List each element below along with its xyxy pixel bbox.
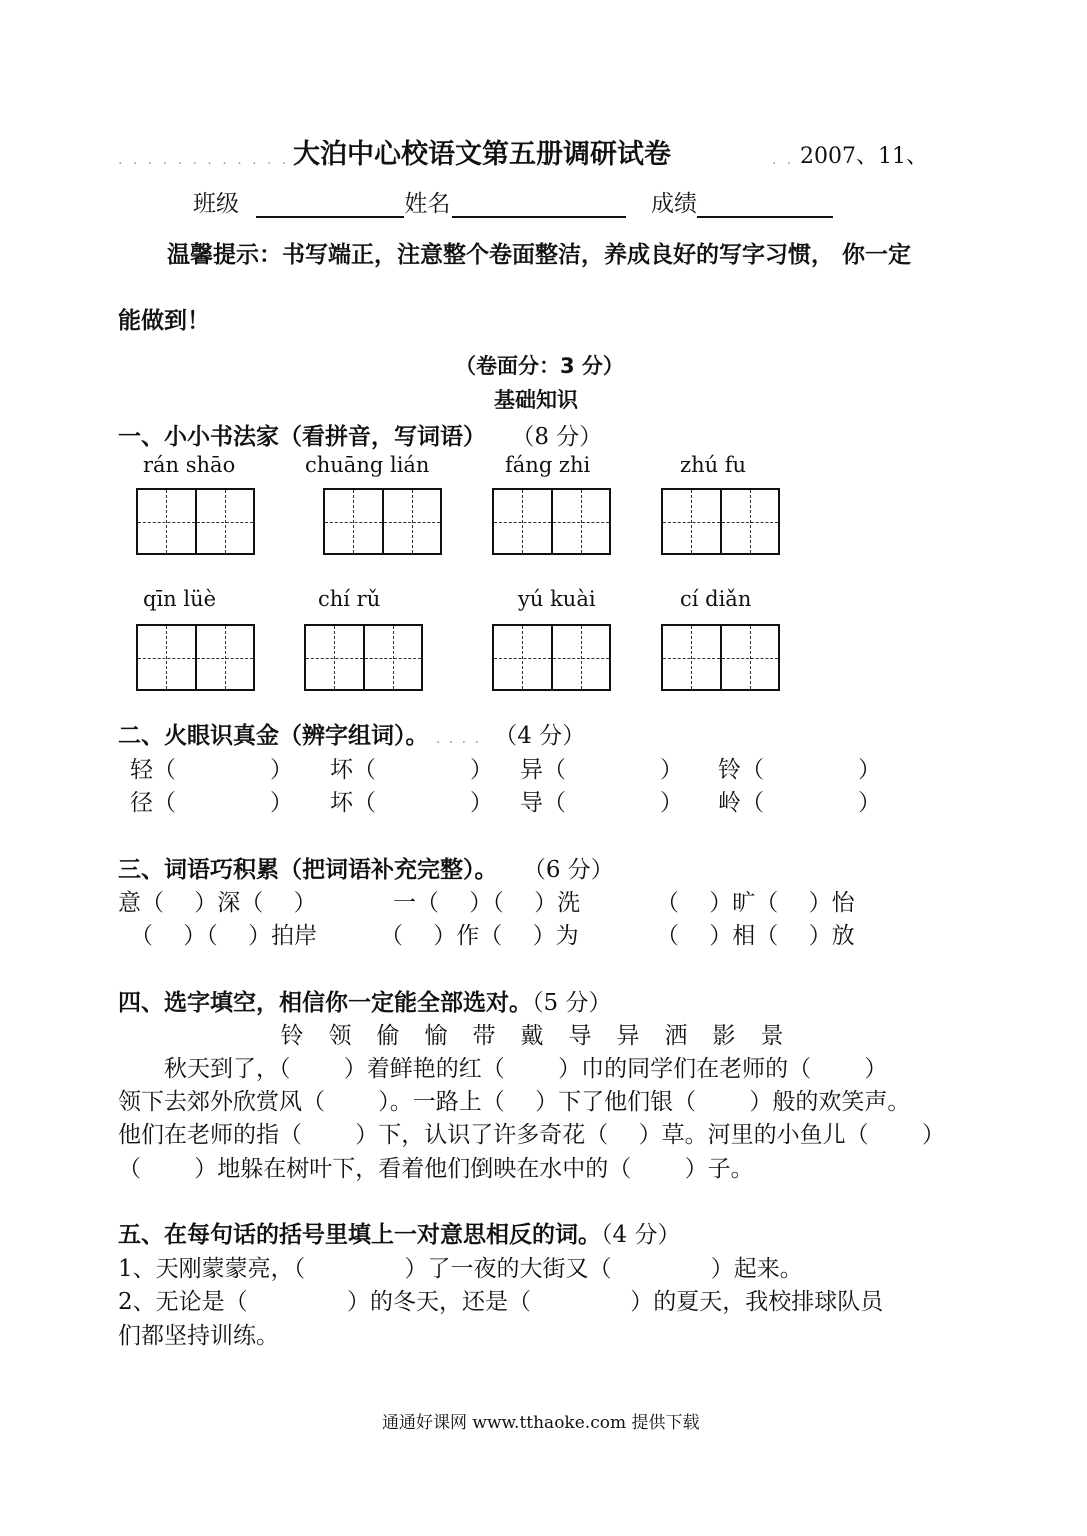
section-heading: 基础知识: [494, 388, 578, 412]
q4-passage-line[interactable]: 秋天到了，（ ）着鲜艳的红（ ）巾的同学们在老师的（ ）: [118, 1056, 888, 1082]
pinyin: qīn lüè: [143, 587, 217, 611]
q2-points: （4 分）: [494, 723, 586, 749]
footer-source: 通通好课网 www.tthaoke.com 提供下载: [382, 1413, 700, 1433]
q3-title-row: [118, 851, 614, 884]
bank-char: 铃: [280, 1023, 304, 1049]
q4-passage-line[interactable]: 领下去郊外欣赏风（ ）。一路上（ ）下了他们银（ ）般的欢笑声。: [118, 1089, 911, 1115]
q3-title: 三、词语巧积累（把词语补充完整）。: [118, 857, 498, 883]
q5-line: 们都坚持训练。: [118, 1323, 279, 1349]
tianzige-box[interactable]: [661, 624, 780, 691]
pinyin: rán shāo: [143, 453, 236, 477]
q3-points: （6 分）: [522, 857, 614, 883]
q5-title: 五、在每句话的括号里填上一对意思相反的词。: [118, 1222, 601, 1248]
class-label: 班级: [193, 191, 239, 217]
name-label: 姓名: [404, 191, 451, 217]
class-field[interactable]: [256, 194, 404, 218]
tip-line-1: 温馨提示：书写端正，注意整个卷面整洁，养成良好的写字习惯， 你一定: [167, 242, 912, 268]
tianzige-box[interactable]: [661, 488, 780, 555]
q4-title-row: [118, 984, 611, 1017]
q2-title-row: 二、火眼识真金（辨字组词）。 . . . . （4 分）: [118, 723, 586, 749]
q1-title-row: [118, 418, 602, 451]
bank-char: 景: [760, 1023, 784, 1049]
tianzige-box[interactable]: [492, 488, 611, 555]
q2-item[interactable]: 轻（: [130, 757, 176, 783]
q3-item[interactable]: （ ）作（ ）为: [380, 923, 579, 949]
tip-line-2: 能做到！: [118, 308, 210, 334]
bank-char: 影: [712, 1023, 736, 1049]
score-label: 成绩: [650, 191, 697, 217]
q4-title: 四、选字填空，相信你一定能全部选对。: [118, 990, 532, 1016]
q2-item[interactable]: 导（: [520, 790, 566, 816]
q4-passage-line[interactable]: 他们在老师的指（ ）下，认识了许多奇花（ ）草。河里的小鱼儿（ ）: [118, 1122, 945, 1148]
leader-dots: . . . . . . . . . . . . . . . . .: [118, 152, 364, 168]
q3-item[interactable]: 一（ ）（ ）洗: [393, 890, 581, 916]
tianzige-box[interactable]: [323, 488, 442, 555]
pinyin: yú kuài: [518, 587, 596, 611]
bank-char: 导: [568, 1023, 592, 1049]
student-info-row: [193, 185, 833, 218]
pinyin: fáng zhi: [505, 453, 591, 477]
q3-item[interactable]: （ ）相（ ）放: [656, 923, 855, 949]
bank-char: 洒: [664, 1023, 688, 1049]
q3-item[interactable]: 意（ ）深（ ）: [118, 890, 317, 916]
name-field[interactable]: [452, 194, 626, 218]
q2-item[interactable]: 铃（: [718, 757, 764, 783]
q1-title: 一、小小书法家（看拼音，写词语）: [118, 424, 486, 450]
tianzige-box[interactable]: [492, 624, 611, 691]
score-field[interactable]: [697, 194, 833, 218]
q5-points: （4 分）: [601, 1222, 681, 1248]
q2-item[interactable]: 异（: [520, 757, 566, 783]
q4-passage-line[interactable]: （ ）地躲在树叶下，看着他们倒映在水中的（ ）子。: [118, 1156, 754, 1182]
q3-item[interactable]: （ ）旷（ ）怡: [656, 890, 855, 916]
exam-title: 大泊中心校语文第五册调研试卷: [293, 139, 671, 170]
leader-dots-right: . .: [772, 152, 795, 168]
pinyin: chí rǔ: [318, 587, 381, 611]
bank-char: 偷: [376, 1023, 400, 1049]
pinyin: zhú fu: [680, 453, 747, 477]
paper-score: （卷面分：3 分）: [455, 354, 624, 378]
tianzige-box[interactable]: [136, 488, 255, 555]
tianzige-box[interactable]: [136, 624, 255, 691]
q2-item[interactable]: 岭（: [718, 790, 764, 816]
exam-date: 2007、11、: [800, 144, 928, 169]
q1-points: （8 分）: [511, 424, 603, 450]
q2-item[interactable]: 径（: [130, 790, 176, 816]
bank-char: 领: [328, 1023, 352, 1049]
q5-line[interactable]: 2、无论是（ ）的冬天，还是（ ）的夏天，我校排球队员: [118, 1289, 884, 1315]
pinyin: cí diǎn: [680, 587, 752, 611]
bank-char: 异: [616, 1023, 640, 1049]
bank-char: 带: [472, 1023, 496, 1049]
pinyin: chuāng lián: [305, 453, 430, 477]
bank-char: 愉: [424, 1023, 448, 1049]
tianzige-box[interactable]: [304, 624, 423, 691]
q5-line[interactable]: 1、天刚蒙蒙亮，（ ）了一夜的大街又（ ）起来。: [118, 1256, 803, 1282]
q4-points: （5 分）: [532, 990, 612, 1016]
q2-title: 二、火眼识真金（辨字组词）。: [118, 723, 429, 749]
q2-item[interactable]: 坏（: [330, 790, 376, 816]
q3-item[interactable]: （ ）（ ）拍岸: [130, 923, 318, 949]
q5-title-row: [118, 1216, 680, 1249]
bank-char: 戴: [520, 1023, 544, 1049]
q2-item[interactable]: 坏（: [330, 757, 376, 783]
q4-character-bank: [268, 1017, 796, 1050]
